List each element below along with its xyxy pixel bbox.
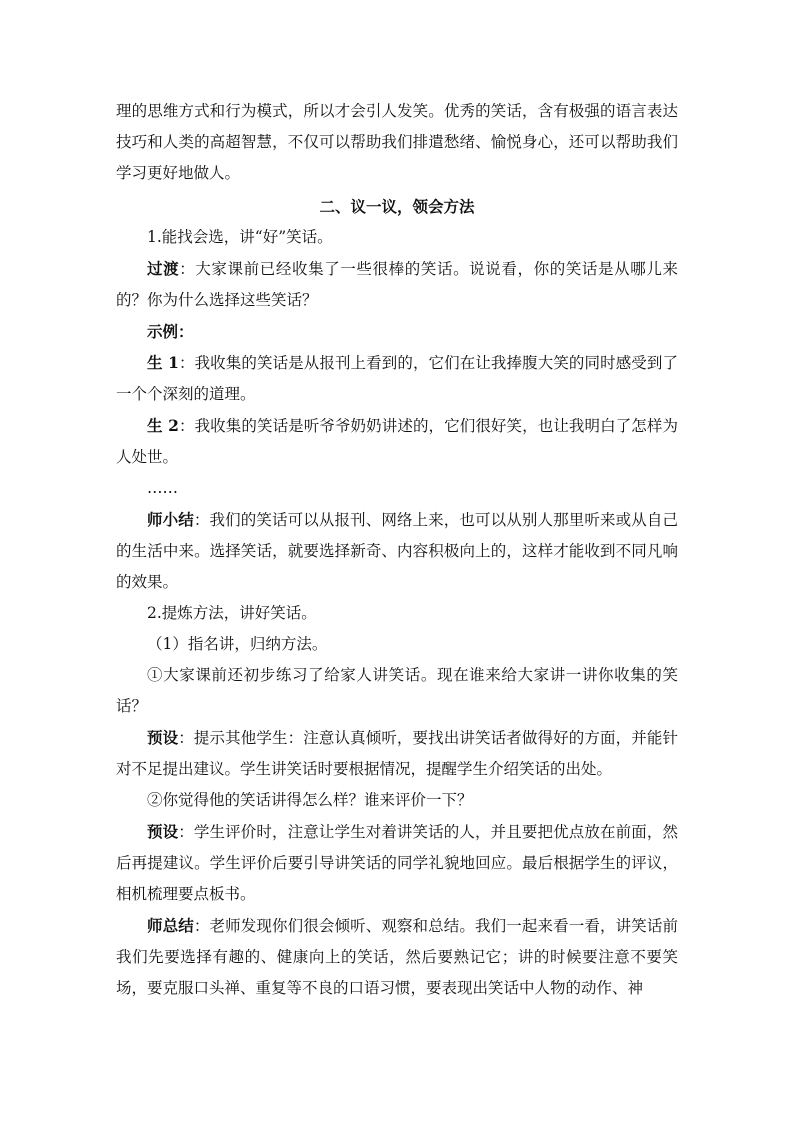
paragraph-preset-1: [116, 722, 678, 785]
section-heading: 二、议一议，领会方法: [319, 197, 475, 216]
paragraph-student-1: [116, 347, 678, 410]
paragraph-transition: [116, 253, 678, 316]
paragraph-preset-2: [116, 816, 678, 910]
paragraph-teacher-summary: [116, 504, 678, 598]
transition-label: 过渡: [147, 259, 180, 278]
teacher-conclusion-text: ：老师发现你们很会倾听、观察和总结。我们一起来看一看，讲笑话前我们先要选择有趣的、健康向上的笑话，然后要熟记它；讲的时候要注意不要笑场，要克服口头禅、重复等不良的口语习惯，要表现出笑话中人物的动作、神: [116, 917, 678, 997]
teacher-conclusion-label: 师总结: [147, 916, 194, 935]
paragraph-teacher-conclusion: [116, 910, 678, 1004]
document-page: [116, 96, 678, 1004]
student-1-label: 生 1: [147, 353, 179, 372]
question-1: ①大家课前还初步练习了给家人讲笑话。现在谁来给大家讲一讲你收集的笑话？: [116, 666, 678, 715]
student-2-label: 生 2: [147, 416, 179, 435]
subsection-title-2: 2.提炼方法，讲好笑话。: [147, 604, 317, 622]
subsection-title-1: 1.能找会选，讲“好”笑话。: [147, 228, 333, 246]
preset-1-label: 预设: [147, 728, 179, 747]
paragraph-student-2: [116, 410, 678, 473]
teacher-summary-label: 师小结: [147, 510, 194, 529]
preset-2-label: 预设: [147, 822, 179, 841]
example-label: 示例：: [147, 322, 194, 341]
teacher-summary-text: ：我们的笑话可以从报刊、网络上来，也可以从别人那里听来或从自己的生活中来。选择笑话，就要选择新奇、内容积极向上的，这样才能收到不同凡响的效果。: [116, 511, 678, 591]
ellipsis: ……: [147, 479, 178, 497]
question-2: ②你觉得他的笑话讲得怎么样？谁来评价一下？: [147, 791, 473, 809]
preset-1-text: ：提示其他学生：注意认真倾听，要找出讲笑话者做得好的方面，并能针对不足提出建议。学生讲笑话时要根据情况，提醒学生介绍笑话的出处。: [116, 729, 678, 778]
transition-text: ：大家课前已经收集了一些很棒的笑话。说说看，你的笑话是从哪儿来的？你为什么选择这些笑话？: [116, 260, 678, 309]
sub-item-1: （1）指名讲，归纳方法。: [147, 635, 328, 653]
preset-2-text: ：学生评价时，注意让学生对着讲笑话的人，并且要把优点放在前面，然后再提建议。学生评价后要引导讲笑话的同学礼貌地回应。最后根据学生的评议，相机梳理要点板书。: [116, 823, 678, 903]
paragraph-intro: 理的思维方式和行为模式，所以才会引人发笑。优秀的笑话，含有极强的语言表达技巧和人类的高超智慧，不仅可以帮助我们排遣愁绪、愉悦身心，还可以帮助我们学习更好地做人。: [116, 102, 678, 182]
student-1-text: ：我收集的笑话是从报刊上看到的，它们在让我捧腹大笑的同时感受到了一个个深刻的道理。: [116, 354, 678, 403]
student-2-text: ：我收集的笑话是听爷爷奶奶讲述的，它们很好笑，也让我明白了怎样为人处世。: [116, 417, 678, 466]
